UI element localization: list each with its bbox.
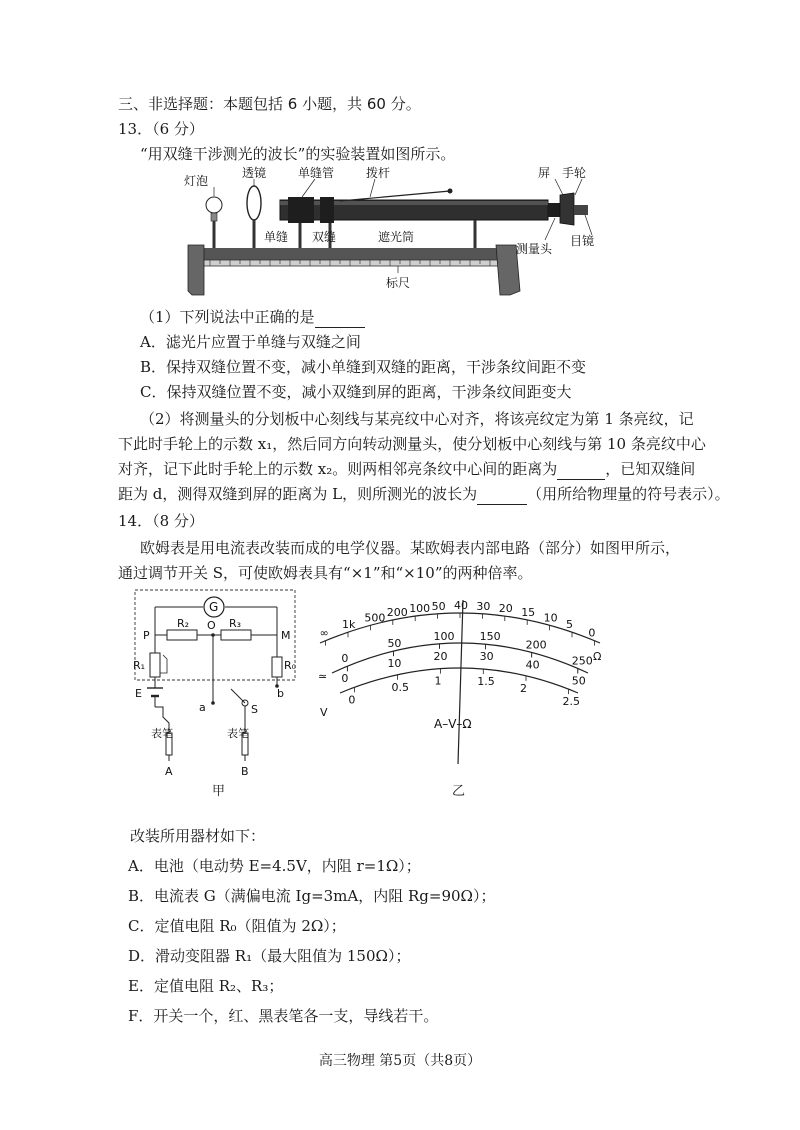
label-lever: 拨杆 xyxy=(366,166,391,180)
label-B: B xyxy=(241,765,249,778)
material-b: B．电流表 G（满偏电流 Ig=3mA，内阻 Rg=90Ω）； xyxy=(128,887,496,905)
label-shade-tube: 遮光筒 xyxy=(378,230,415,244)
dc-middle-scale-label: 10 xyxy=(387,657,402,671)
material-a: A．电池（电动势 E=4.5V，内阻 r=1Ω）； xyxy=(128,857,421,875)
rail xyxy=(200,248,500,260)
v-lower-scale-label: 0.5 xyxy=(391,680,409,694)
label-screen: 屏 xyxy=(538,166,551,180)
v-lower-scale-label: 0 xyxy=(348,693,356,707)
ohm-scale-label: ∞ xyxy=(319,626,329,640)
double-slit-holder xyxy=(320,197,334,223)
label-single-slit-tube: 单缝管 xyxy=(298,166,335,180)
v-lower-scale-label: 1.5 xyxy=(477,675,495,688)
material-e: E．定值电阻 R₂、R₃； xyxy=(128,977,284,995)
handwheel-icon xyxy=(560,193,574,225)
label-R1: R₁ xyxy=(133,659,146,672)
answer-blank-2[interactable] xyxy=(557,461,605,480)
dc-upper-scale-label: 150 xyxy=(479,630,501,644)
switch-S-blade xyxy=(231,689,245,703)
label-a: a xyxy=(199,701,206,714)
q14-intro-line2: 通过调节开关 S，可使欧姆表具有“×1”和“×10”的两种倍率。 xyxy=(118,564,533,582)
resistor-R3 xyxy=(221,630,251,640)
dc-middle-scale-label: 20 xyxy=(433,649,448,663)
q13-intro: “用双缝干涉测光的波长”的实验装置如图所示。 xyxy=(140,145,456,163)
q14-number: 14．（8 分） xyxy=(118,512,204,530)
section-header: 三、非选择题：本题包括 6 小题，共 60 分。 xyxy=(118,95,421,113)
label-O: O xyxy=(207,619,216,632)
resistor-R2 xyxy=(167,630,197,640)
ohm-scale-label: 20 xyxy=(498,602,513,616)
ohm-scale-label: 5 xyxy=(566,618,573,632)
q13-option-b: B．保持双缝位置不变，减小单缝到双缝的距离，干涉条纹间距不变 xyxy=(140,358,587,376)
multimeter-dial-figure xyxy=(310,588,610,778)
q14-intro-line1: 欧姆表是用电流表改装而成的电学仪器。某欧姆表内部电路（部分）如图甲所示， xyxy=(140,539,681,557)
material-d: D．滑动变阻器 R₁（最大阻值为 150Ω）； xyxy=(128,947,411,965)
label-lens: 透镜 xyxy=(242,166,267,180)
label-P: P xyxy=(143,629,150,642)
eyepiece-icon xyxy=(574,205,588,215)
label-scale: 标尺 xyxy=(386,276,411,290)
answer-blank-3[interactable] xyxy=(477,486,527,505)
meter-pointer xyxy=(458,600,463,764)
label-ohm-unit: Ω xyxy=(593,650,602,663)
v-lower-scale-label: 2 xyxy=(519,681,527,695)
ohm-scale-label: 30 xyxy=(476,599,491,613)
caption-right: 乙 xyxy=(452,784,466,799)
dc-middle-scale-label: 30 xyxy=(479,650,494,664)
dc-upper-scale-label: 100 xyxy=(433,629,455,643)
dc-middle-scale-label: 40 xyxy=(525,658,540,672)
dc-upper-scale-label: 0 xyxy=(341,652,349,666)
material-c: C．定值电阻 R₀（阻值为 2Ω）； xyxy=(128,917,346,935)
v-lower-scale-label: 2.5 xyxy=(562,695,581,709)
dc-upper-scale-label: 50 xyxy=(387,637,402,651)
label-M: M xyxy=(281,629,291,642)
label-probe-left: 表笔 xyxy=(151,727,173,740)
single-slit-holder xyxy=(288,197,314,223)
ohm-scale-label: 15 xyxy=(521,605,536,619)
label-E: E xyxy=(135,687,142,700)
label-meter-name: A–V–Ω xyxy=(434,717,472,731)
dc-middle-scale-label: 0 xyxy=(341,672,349,686)
label-bulb: 灯泡 xyxy=(184,174,209,188)
interference-apparatus-figure xyxy=(170,165,610,305)
material-f: F．开关一个，红、黑表笔各一支，导线若干。 xyxy=(128,1007,439,1025)
label-v-symbol: V xyxy=(320,706,328,719)
answer-blank-1[interactable] xyxy=(315,309,365,328)
q13-part2-line1: （2）将测量头的分划板中心刻线与某亮纹中心对齐，将该亮纹定为第 1 条亮纹，记 xyxy=(140,410,694,428)
label-R3: R₃ xyxy=(229,617,242,630)
left-foot xyxy=(188,245,204,295)
label-G: G xyxy=(209,600,219,614)
label-measuring-head: 测量头 xyxy=(516,242,553,256)
ohm-scale-label: 100 xyxy=(409,602,431,616)
q13-number: 13．（6 分） xyxy=(118,120,204,138)
bulb-icon xyxy=(206,197,222,213)
q13-option-c: C．保持双缝位置不变，减小双缝到屏的距离，干涉条纹间距变大 xyxy=(140,383,572,401)
q13-part1: （1）下列说法中正确的是 xyxy=(140,306,365,328)
ohm-scale-label: 0 xyxy=(588,626,596,640)
dc-middle-scale-label: 50 xyxy=(571,674,586,688)
ohm-scale-label: 50 xyxy=(431,599,446,613)
q13-part2-line4: 距为 d，测得双缝到屏的距离为 L，则所测光的波长为 （用所给物理量的符号表示）。 xyxy=(118,485,730,503)
dc-upper-scale-label: 200 xyxy=(525,638,547,652)
q13-part2-line2: 下此时手轮上的示数 x₁，然后同方向转动测量头，使分划板中心刻线与第 10 条亮纹中心 xyxy=(118,435,706,453)
label-A: A xyxy=(165,765,173,778)
dc-upper-scale-label: 250 xyxy=(571,654,593,668)
label-S: S xyxy=(251,703,258,716)
v-lower-scale-label: 1 xyxy=(434,674,442,688)
ohmmeter-circuit-figure xyxy=(125,585,305,780)
ohm-scale-label: 40 xyxy=(454,599,468,612)
label-eyepiece: 目镜 xyxy=(570,234,595,248)
label-R2: R₂ xyxy=(177,617,190,630)
page-footer: 高三物理 第5页（共8页） xyxy=(318,1053,482,1069)
q13-option-a: A．滤光片应置于单缝与双缝之间 xyxy=(140,333,361,351)
label-double-slit: 双缝 xyxy=(312,230,337,244)
label-R0: R₀ xyxy=(284,659,297,672)
label-dc-symbol: ≃ xyxy=(318,670,328,683)
ohm-scale-label: 1k xyxy=(342,618,356,632)
resistor-R0 xyxy=(272,657,282,677)
caption-left: 甲 xyxy=(212,784,226,799)
v-arc xyxy=(340,668,578,693)
ohm-scale-label: 10 xyxy=(543,611,558,625)
label-single-slit: 单缝 xyxy=(264,230,289,244)
ohm-scale-label: 200 xyxy=(386,605,408,619)
label-handwheel: 手轮 xyxy=(562,166,587,180)
q13-part2-line3: 对齐，记下此时手轮上的示数 x₂。则两相邻亮条纹中心间的距离为 ，已知双缝间 xyxy=(118,460,696,478)
label-b: b xyxy=(277,687,284,700)
label-probe-right: 表笔 xyxy=(227,727,249,740)
lens-icon xyxy=(247,186,261,220)
materials-intro: 改装所用器材如下： xyxy=(130,827,266,845)
ohm-scale-label: 500 xyxy=(364,611,386,625)
rheostat-R1 xyxy=(150,653,160,677)
